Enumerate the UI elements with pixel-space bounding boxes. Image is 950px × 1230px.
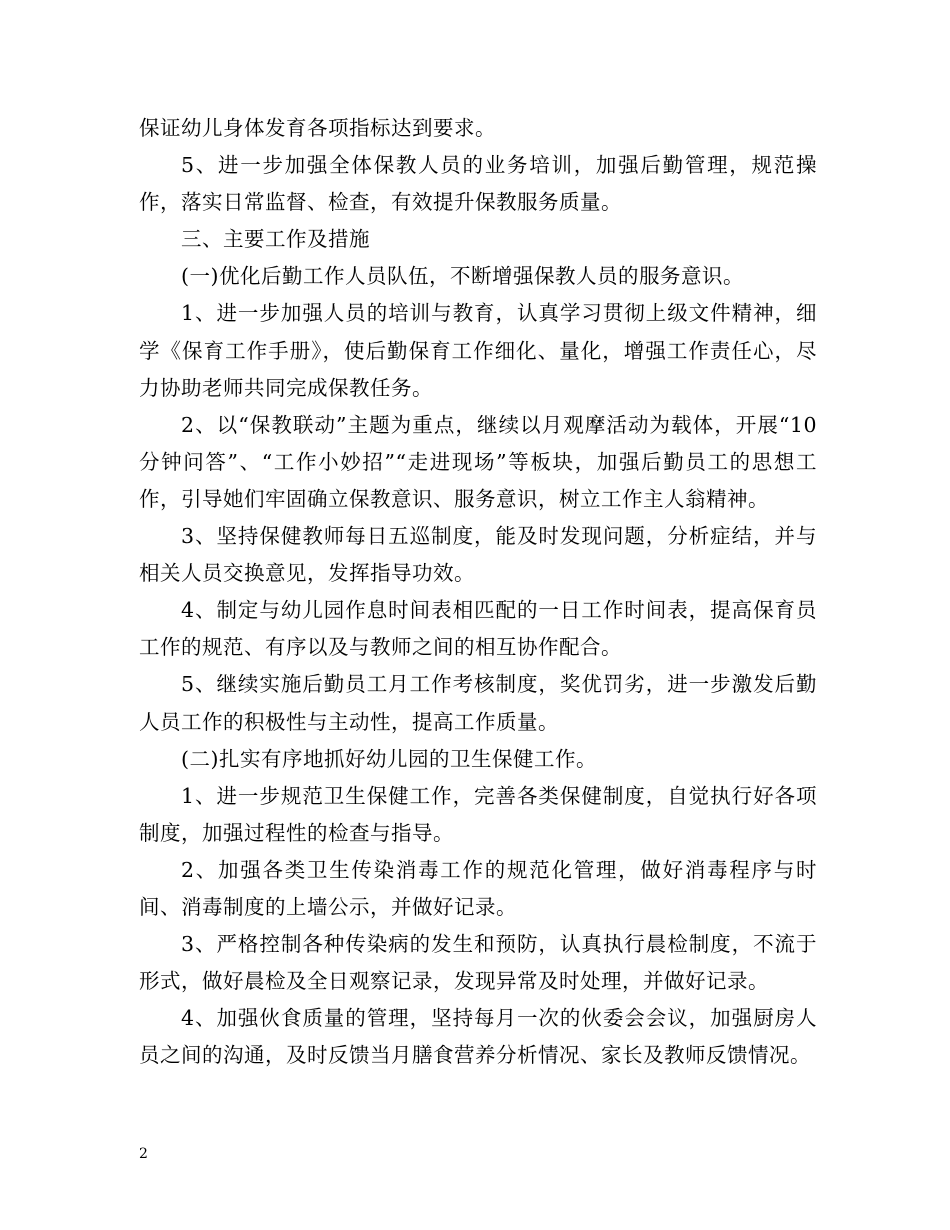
paragraph: 5、进一步加强全体保教人员的业务培训，加强后勤管理，规范操作，落实日常监督、检查，有效提升保教服务质量。: [139, 153, 817, 215]
paragraph: 保证幼儿身体发育各项指标达到要求。: [139, 116, 496, 140]
paragraph: 1、进一步加强人员的培训与教育，认真学习贯彻上级文件精神，细学《保育工作手册》，使后勤保育工作细化、量化，增强工作责任心，尽力协助老师共同完成保教任务。: [139, 301, 817, 400]
paragraph: 2、以“保教联动”主题为重点，继续以月观摩活动为载体，开展“10分钟问答”、“工作小妙招”“走进现场”等板块，加强后勤员工的思想工作，引导她们牢固确立保教意识、服务意识，树立工作主人翁精神。: [139, 412, 817, 511]
paragraph: 2、加强各类卫生传染消毒工作的规范化管理，做好消毒程序与时间、消毒制度的上墙公示，并做好记录。: [139, 857, 817, 919]
subsection-heading: (二)扎实有序地抓好幼儿园的卫生保健工作。: [181, 746, 597, 771]
section-heading: 三、主要工作及措施: [181, 227, 370, 252]
paragraph: 3、坚持保健教师每日五巡制度，能及时发现问题，分析症结，并与相关人员交换意见，发挥指导功效。: [139, 524, 817, 586]
paragraph: 3、严格控制各种传染病的发生和预防，认真执行晨检制度，不流于形式，做好晨检及全日观察记录，发现异常及时处理，并做好记录。: [139, 932, 817, 994]
paragraph: 4、制定与幼儿园作息时间表相匹配的一日工作时间表，提高保育员工作的规范、有序以及与教师之间的相互协作配合。: [139, 598, 817, 660]
page-number: 2: [139, 1146, 148, 1162]
paragraph: 1、进一步规范卫生保健工作，完善各类保健制度，自觉执行好各项制度，加强过程性的检查与指导。: [139, 783, 817, 845]
body-text: [139, 110, 817, 1074]
subsection-heading: (一)优化后勤工作人员队伍，不断增强保教人员的服务意识。: [181, 264, 744, 289]
paragraph: 4、加强伙食质量的管理，坚持每月一次的伙委会会议，加强厨房人员之间的沟通，及时反馈当月膳食营养分析情况、家长及教师反馈情况。: [139, 1006, 817, 1068]
paragraph: 5、继续实施后勤员工月工作考核制度，奖优罚劣，进一步激发后勤人员工作的积极性与主动性，提高工作质量。: [139, 672, 817, 734]
